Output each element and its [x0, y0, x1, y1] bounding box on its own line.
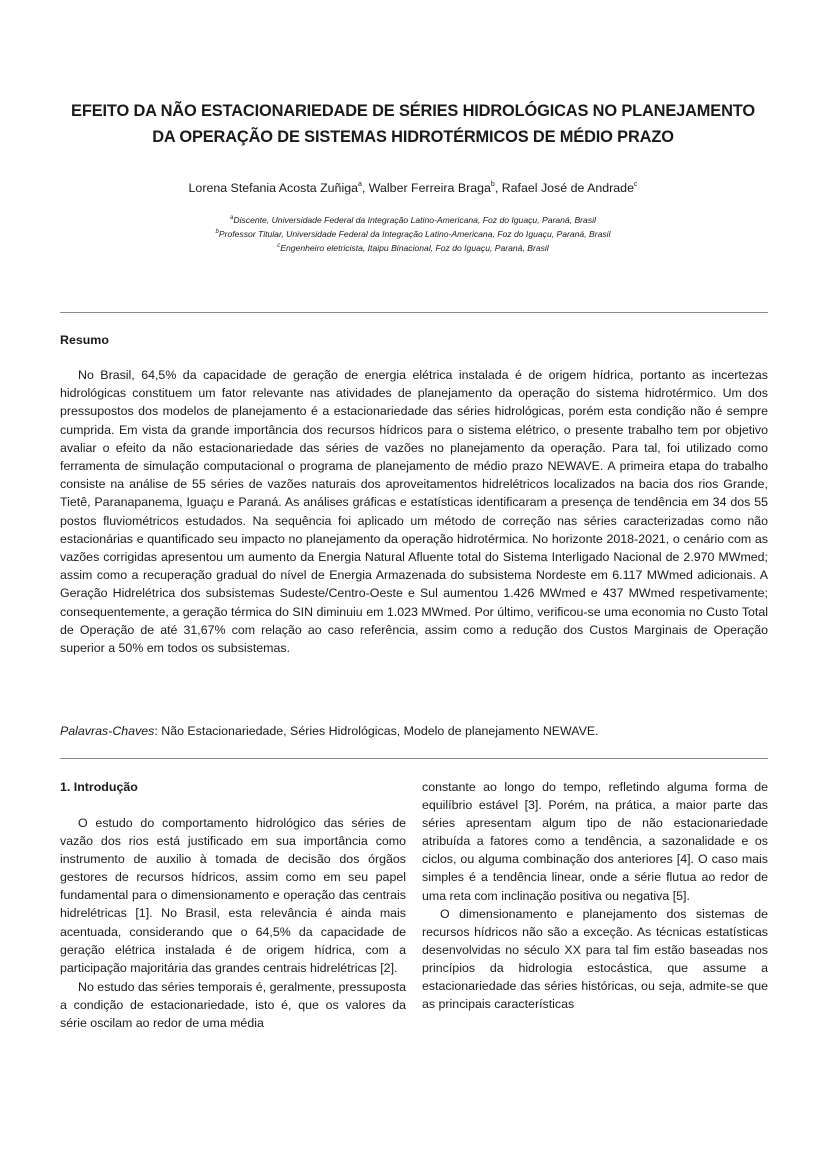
author-separator: ,	[361, 181, 369, 195]
affiliation-mark: a	[230, 215, 234, 221]
abstract-heading: Resumo	[60, 333, 109, 347]
affiliation-mark: c	[277, 243, 281, 249]
header-divider	[60, 312, 768, 313]
body-paragraph: constante ao longo do tempo, refletindo alguma forma de equilíbrio estável [3]. Porém, na prática, a maior parte das séries apresentam algum tipo de não estacionariedade atribuída a fatores como a tendência, a sazonalidade e os ciclos, ou alguma combinação dos anteriores [4]. O caso mais simples é a tendência linear, onde a série flutua ao redor de uma reta com inclinação positiva ou negativa [5].	[422, 780, 768, 903]
affiliation-mark: b	[215, 229, 219, 235]
body-paragraph: O estudo do comportamento hidrológico das séries de vazão dos rios está justificado em sua importância como instrumento de auxilio à tomada de decisão dos órgãos gestores de recursos hídricos, assim como em seu papel fundamental para o dimensionamento e operação das centrais hidrelétricas [1]. No Brasil, esta relevância é ainda mais acentuada, considerando que o 64,5% da capacidade de geração elétrica instalada é de origem hídrica, com a participação majoritária das grandes centrais hidrelétricas [2].	[60, 816, 406, 975]
keywords-line	[60, 722, 768, 740]
paper-title: EFEITO DA NÃO ESTACIONARIEDADE DE SÉRIES HIDROLÓGICAS NO PLANEJAMENTO DA OPERAÇÃO DE SISTEMAS HIDROTÉRMICOS DE MÉDIO PRAZO	[71, 102, 755, 146]
keywords-text: : Não Estacionariedade, Séries Hidrológicas, Modelo de planejamento NEWAVE.	[154, 724, 599, 738]
left-column	[60, 814, 406, 1032]
right-column	[422, 778, 768, 1013]
author-name: Rafael José de Andrade	[501, 181, 634, 195]
author-mark: b	[490, 181, 495, 188]
author-separator: ,	[494, 181, 502, 195]
keywords-label: Palavras-Chaves	[60, 724, 155, 738]
author-name: Lorena Stefania Acosta Zuñiga	[188, 181, 358, 195]
author-list	[60, 176, 766, 197]
affiliation-line	[60, 212, 766, 226]
abstract-divider	[60, 758, 768, 759]
affiliation-text: Engenheiro eletricista, Itaipu Binacional, Foz do Iguaçu, Paraná, Brasil	[280, 243, 549, 253]
introduction-heading: 1. Introdução	[60, 780, 138, 794]
affiliation-line	[60, 226, 766, 240]
body-paragraph: No estudo das séries temporais é, geralmente, pressuposta a condição de estacionariedade, isto é, que os valores da série oscilam ao redor de uma média	[60, 979, 406, 1031]
body-paragraph: O dimensionamento e planejamento dos sistemas de recursos hídricos não são a exceção. As técnicas estatísticas desenvolvidas no século XX para tal fim estão baseadas nos princípios da hidrologia estocástica, que assume a estacionariedade das séries históricas, ou seja, admite-se que as principais características	[422, 906, 768, 1012]
affiliation-list	[60, 212, 766, 254]
abstract-text: No Brasil, 64,5% da capacidade de geração de energia elétrica instalada é de origem hídrica, portanto as incertezas hidrológicas constituem um fator relevante nas atividades de planejamento da operação do sistema hidrotérmico. Um dos pressupostos dos modelos de planejamento é a estacionariedade das séries hidrológicas, porém esta condição não é sempre cumprida. Em vista da grande importância dos recursos hídricos para o sistema elétrico, o presente trabalho tem por objetivo avaliar o efeito da não estacionariedade das séries de vazões no planejamento da operação. Para tal, foi utilizado como ferramenta de simulação computacional o programa de planejamento de médio prazo NEWAVE. A primeira etapa do trabalho consiste na análise de 55 séries de vazões naturais dos aproveitamentos hidrelétricos localizados na bacia dos rios Grande, Tietê, Paranapanema, Iguaçu e Paraná. As análises gráficas e estatísticas identificaram a presença de tendência em 34 dos 55 postos fluviométricos estudados. Na sequência foi aplicado um método de correção nas séries caracterizadas como não estacionárias e quantificado seu impacto no planejamento da operação hidrotérmica. No horizonte 2018-2021, o cenário com as vazões corrigidas apresentou um aumento da Energia Natural Afluente total do Sistema Interligado Nacional de 2.970 MWmed; assim como a recuperação gradual do nível de Energia Armazenada do subsistema Nordeste em 6.117 MWmed adicionais. A Geração Hidrelétrica dos subsistemas Sudeste/Centro-Oeste e Sul aumentou 1.426 MWmed e 437 MWmed respetivamente; consequentemente, a geração térmica do SIN diminuiu em 1.023 MWmed. Por último, verificou-se uma economia no Custo Total de Operação de até 31,67% com relação ao caso referência, assim como a redução dos Custos Marginais de Operação superior a 50% em todos os subsistemas.	[60, 368, 768, 656]
affiliation-text: Professor Titular, Universidade Federal da Integração Latino-Americana, Foz do Iguaçu, Paraná, Brasil	[218, 229, 611, 239]
author-name: Walber Ferreira Braga	[368, 181, 491, 195]
affiliation-line	[60, 240, 766, 254]
author-mark: a	[358, 181, 362, 188]
affiliation-text: Discente, Universidade Federal da Integração Latino-Americana, Foz do Iguaçu, Paraná, Brasil	[233, 215, 596, 225]
author-mark: c	[633, 181, 638, 188]
